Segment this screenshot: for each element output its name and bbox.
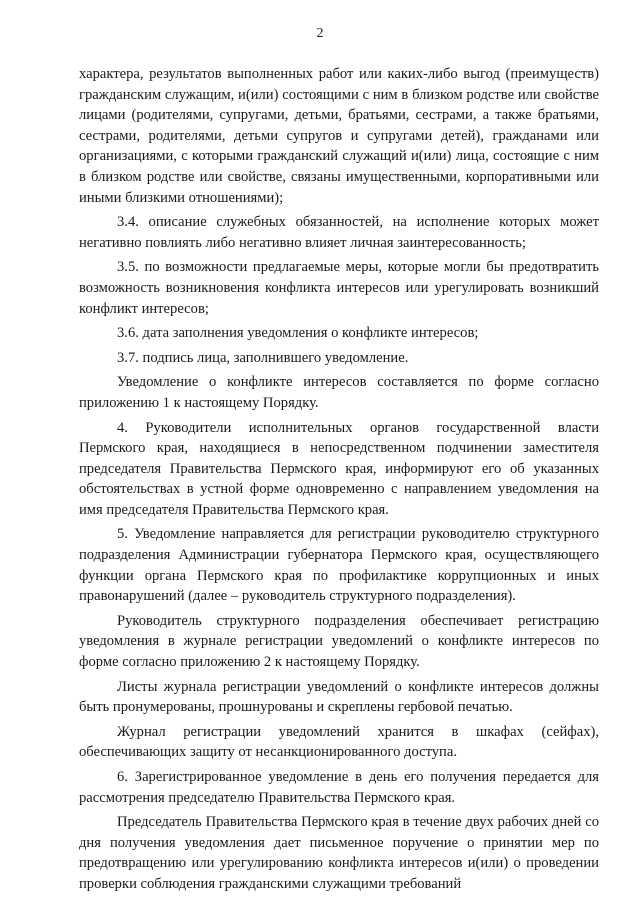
paragraph-4: 4. Руководители исполнительных органов государственной власти Пермского края, находящиеся в непосредственном подчинении заместителя председателя Правительства Пермского края, информируют его об указанных обстоятельствах в устной форме одновременно с направлением уведомления на имя председателя Правительства Пермского края.: [79, 419, 599, 518]
document-body: [79, 64, 599, 899]
paragraph-chairman: Председатель Правительства Пермского края в течение двух рабочих дней со дня получения уведомления дает письменное поручение о принятии мер по предотвращению или урегулированию конфликта интересов и(или) о проведении проверки соблюдения гражданскими служащими требований: [79, 814, 599, 892]
paragraph-journal-storage: Журнал регистрации уведомлений хранится в шкафах (сейфах), обеспечивающих защиту от несанкционированного доступа.: [79, 723, 599, 761]
paragraph-registration: Руководитель структурного подразделения обеспечивает регистрацию уведомления в журнале регистрации уведомлений о конфликте интересов по форме согласно приложению 2 к настоящему Порядку.: [79, 612, 599, 671]
paragraph-notification-form: Уведомление о конфликте интересов составляется по форме согласно приложению 1 к настоящему Порядку.: [79, 374, 599, 411]
page-number: 2: [316, 26, 324, 41]
paragraph-3-6: 3.6. дата заполнения уведомления о конфликте интересов;: [117, 325, 479, 342]
paragraph-3-7: 3.7. подпись лица, заполнившего уведомление.: [117, 349, 409, 366]
paragraph-3-4: 3.4. описание служебных обязанностей, на исполнение которых может негативно повлиять либо негативно влияет личная заинтересованность;: [79, 214, 599, 251]
paragraph-journal-sheets: Листы журнала регистрации уведомлений о конфликте интересов должны быть пронумерованы, прошнурованы и скреплены гербовой печатью.: [79, 678, 599, 716]
paragraph-continuation: характера, результатов выполненных работ или каких-либо выгод (преимуществ) гражданским служащим, и(или) состоящими с ним в близком родстве или свойстве лицами (родителями, супругами, детьми, братьями, сестрами, а также братьями, сестрами, родителями, детьми супругов и супругами детей), гражданами или организациями, с которыми гражданский служащий и(или) лица, состоящие с ним в близком родстве или свойстве, связаны имущественными, корпоративными или иными близкими отношениями);: [79, 66, 599, 206]
paragraph-6: 6. Зарегистрированное уведомление в день его получения передается для рассмотрения председателю Правительства Пермского края.: [79, 769, 599, 806]
paragraph-3-5: 3.5. по возможности предлагаемые меры, которые могли бы предотвратить возможность возникновения конфликта интересов или урегулировать возникший конфликт интересов;: [79, 259, 599, 317]
paragraph-5: 5. Уведомление направляется для регистрации руководителю структурного подразделения Администрации губернатора Пермского края, осуществляющего функции органа Пермского края по профилактике коррупционных и иных правонарушений (далее – руководитель структурного подразделения).: [79, 526, 599, 605]
